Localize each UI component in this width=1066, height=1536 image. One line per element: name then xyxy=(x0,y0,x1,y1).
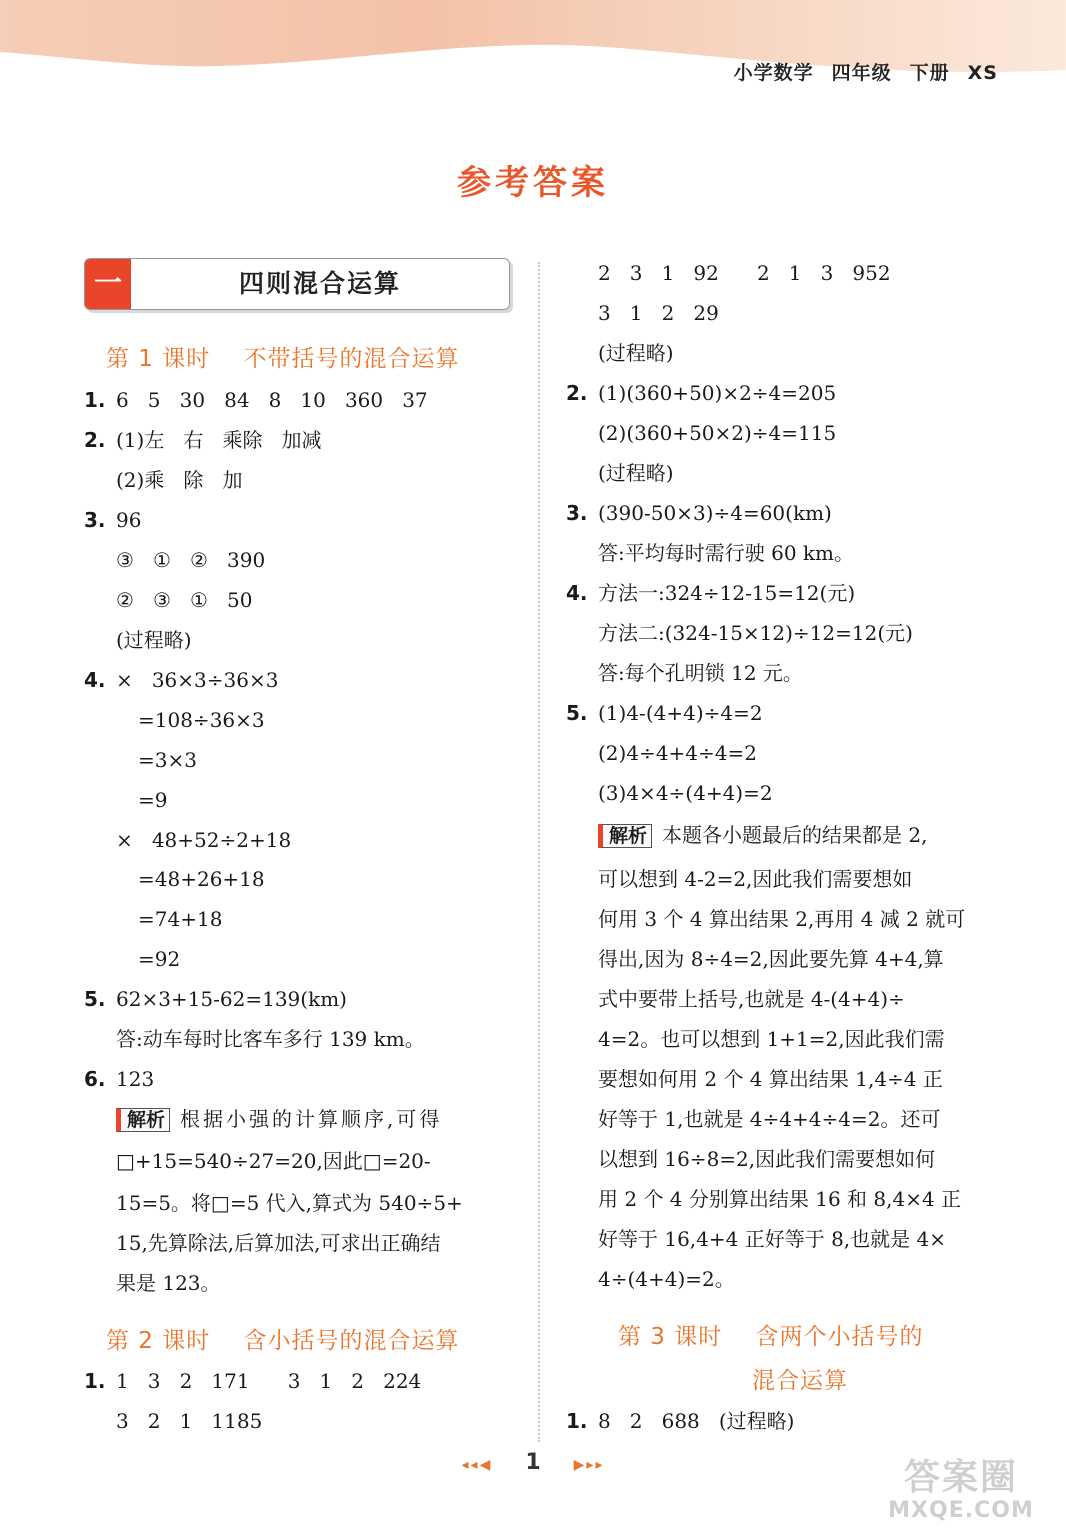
answer-line: ③ ① ② 390 xyxy=(116,548,266,572)
explanation-line: 用 2 个 4 分别算出结果 16 和 8,4×4 正 xyxy=(598,1187,962,1211)
next-arrows-icon: ▶▸▸ xyxy=(573,1457,605,1473)
unit-title: 四则混合运算 xyxy=(238,269,401,298)
q-number: 1. xyxy=(84,1369,106,1393)
unit-number: 一 xyxy=(85,259,131,309)
explanation-line: □+15=540÷27=20,因此□=20- xyxy=(116,1149,431,1173)
explanation-line: 好等于 1,也就是 4÷4+4÷4=2。还可 xyxy=(598,1107,941,1131)
explanation-line: 以想到 16÷8=2,因此我们需要想如何 xyxy=(598,1147,936,1171)
answer-line: (1)(360+50)×2÷4=205 xyxy=(598,381,837,405)
answer-line: 62×3+15-62=139(km) xyxy=(116,987,347,1011)
answer-line: 答:平均每时需行驶 60 km。 xyxy=(598,541,854,565)
explanation-text: 本题各小题最后的结果都是 2, xyxy=(662,823,928,847)
answer-line: =108÷36×3 xyxy=(138,708,265,732)
q-number: 5. xyxy=(566,701,588,725)
q-number: 4. xyxy=(566,581,588,605)
answer-line: 3 1 2 29 xyxy=(598,301,719,325)
prev-arrows-icon: ◂◂◀ xyxy=(461,1457,493,1473)
answer-line: × 36×3÷36×3 xyxy=(116,668,279,692)
explanation-text: 根据小强的计算顺序,可得 xyxy=(180,1107,443,1131)
column-divider xyxy=(538,262,540,1442)
unit-header xyxy=(84,258,510,310)
explanation-line xyxy=(598,822,927,848)
answer-line: =48+26+18 xyxy=(138,867,265,891)
explanation-line: 何用 3 个 4 算出结果 2,再用 4 减 2 就可 xyxy=(598,907,966,931)
answer-line: × 48+52÷2+18 xyxy=(116,828,292,852)
q-number: 1. xyxy=(84,388,106,412)
answer-line: 3 2 1 1185 xyxy=(116,1409,263,1433)
answer-line: =3×3 xyxy=(138,748,197,772)
watermark xyxy=(866,1458,1056,1528)
analysis-tag: 解析 xyxy=(116,1108,170,1132)
explanation-line: 果是 123。 xyxy=(116,1271,221,1295)
answer-line: 1 3 2 171 3 1 2 224 xyxy=(116,1369,422,1393)
explanation-line: 可以想到 4-2=2,因此我们需要想如 xyxy=(598,867,913,891)
lesson-1-heading: 第 1 课时 不带括号的混合运算 xyxy=(106,346,460,372)
explanation-line: 好等于 16,4+4 正好等于 8,也就是 4× xyxy=(598,1227,947,1251)
answer-line: (过程略) xyxy=(598,341,674,365)
explanation-line: 4÷(4+4)=2。 xyxy=(598,1267,735,1291)
answer-line: (过程略) xyxy=(598,461,674,485)
edition-label: XS xyxy=(967,62,998,84)
q-number: 1. xyxy=(566,1409,588,1433)
answer-line: (390-50×3)÷4=60(km) xyxy=(598,501,832,525)
book-info xyxy=(716,58,998,85)
answer-line: =74+18 xyxy=(138,907,223,931)
lesson-3-heading: 第 3 课时 含两个小括号的 xyxy=(618,1324,924,1350)
explanation-line: 要想如何用 2 个 4 算出结果 1,4÷4 正 xyxy=(598,1067,943,1091)
q-number: 6. xyxy=(84,1067,106,1091)
answer-line: (3)4×4÷(4+4)=2 xyxy=(598,781,773,805)
answer-line: ② ③ ① 50 xyxy=(116,588,253,612)
explanation-line: 15,先算除法,后算加法,可求出正确结 xyxy=(116,1231,441,1255)
answer-line: (1)左 右 乘除 加减 xyxy=(116,428,322,452)
answer-line: 123 xyxy=(116,1067,155,1091)
answer-line: 答:每个孔明锁 12 元。 xyxy=(598,661,803,685)
q-number: 2. xyxy=(84,428,106,452)
lesson-2-heading: 第 2 课时 含小括号的混合运算 xyxy=(106,1328,460,1354)
answer-line: 答:动车每时比客车多行 139 km。 xyxy=(116,1027,425,1051)
grade-label: 四年级 xyxy=(831,62,892,84)
answer-line: (2)(360+50×2)÷4=115 xyxy=(598,421,837,445)
explanation-line xyxy=(116,1106,442,1132)
answer-line: 方法二:(324-15×12)÷12=12(元) xyxy=(598,621,913,645)
answer-line: (2)4÷4+4÷4=2 xyxy=(598,741,757,765)
page-title: 参考答案 xyxy=(457,163,609,203)
q-number: 2. xyxy=(566,381,588,405)
answer-line: 96 xyxy=(116,508,142,532)
answer-line: (过程略) xyxy=(116,628,192,652)
q-number: 3. xyxy=(84,508,106,532)
answer-line: 方法一:324÷12-15=12(元) xyxy=(598,581,856,605)
answer-line: =92 xyxy=(138,947,181,971)
answer-line: 8 2 688 (过程略) xyxy=(598,1409,795,1433)
answer-line: 6 5 30 84 8 10 360 37 xyxy=(116,388,428,412)
header-banner xyxy=(0,0,1066,110)
watermark-logo: 答案圈 xyxy=(903,1457,1018,1498)
explanation-line: 得出,因为 8÷4=2,因此要先算 4+4,算 xyxy=(598,947,944,971)
answer-line: (1)4-(4+4)÷4=2 xyxy=(598,701,763,725)
subject-label: 小学数学 xyxy=(733,62,814,84)
answer-line: =9 xyxy=(138,788,168,812)
explanation-line: 15=5。将□=5 代入,算式为 540÷5+ xyxy=(116,1191,463,1215)
q-number: 3. xyxy=(566,501,588,525)
explanation-line: 式中要带上括号,也就是 4-(4+4)÷ xyxy=(598,987,905,1011)
q-number: 4. xyxy=(84,668,106,692)
answer-line: (2)乘 除 加 xyxy=(116,468,243,492)
q-number: 5. xyxy=(84,987,106,1011)
lesson-3-heading-cont: 混合运算 xyxy=(752,1368,848,1394)
watermark-url: MXQE.COM xyxy=(888,1498,1034,1523)
volume-label: 下册 xyxy=(909,62,950,84)
answer-line: 2 3 1 92 2 1 3 952 xyxy=(598,261,891,285)
page-number: 1 xyxy=(525,1450,541,1475)
explanation-line: 4=2。也可以想到 1+1=2,因此我们需 xyxy=(598,1027,945,1051)
analysis-tag: 解析 xyxy=(598,824,652,848)
